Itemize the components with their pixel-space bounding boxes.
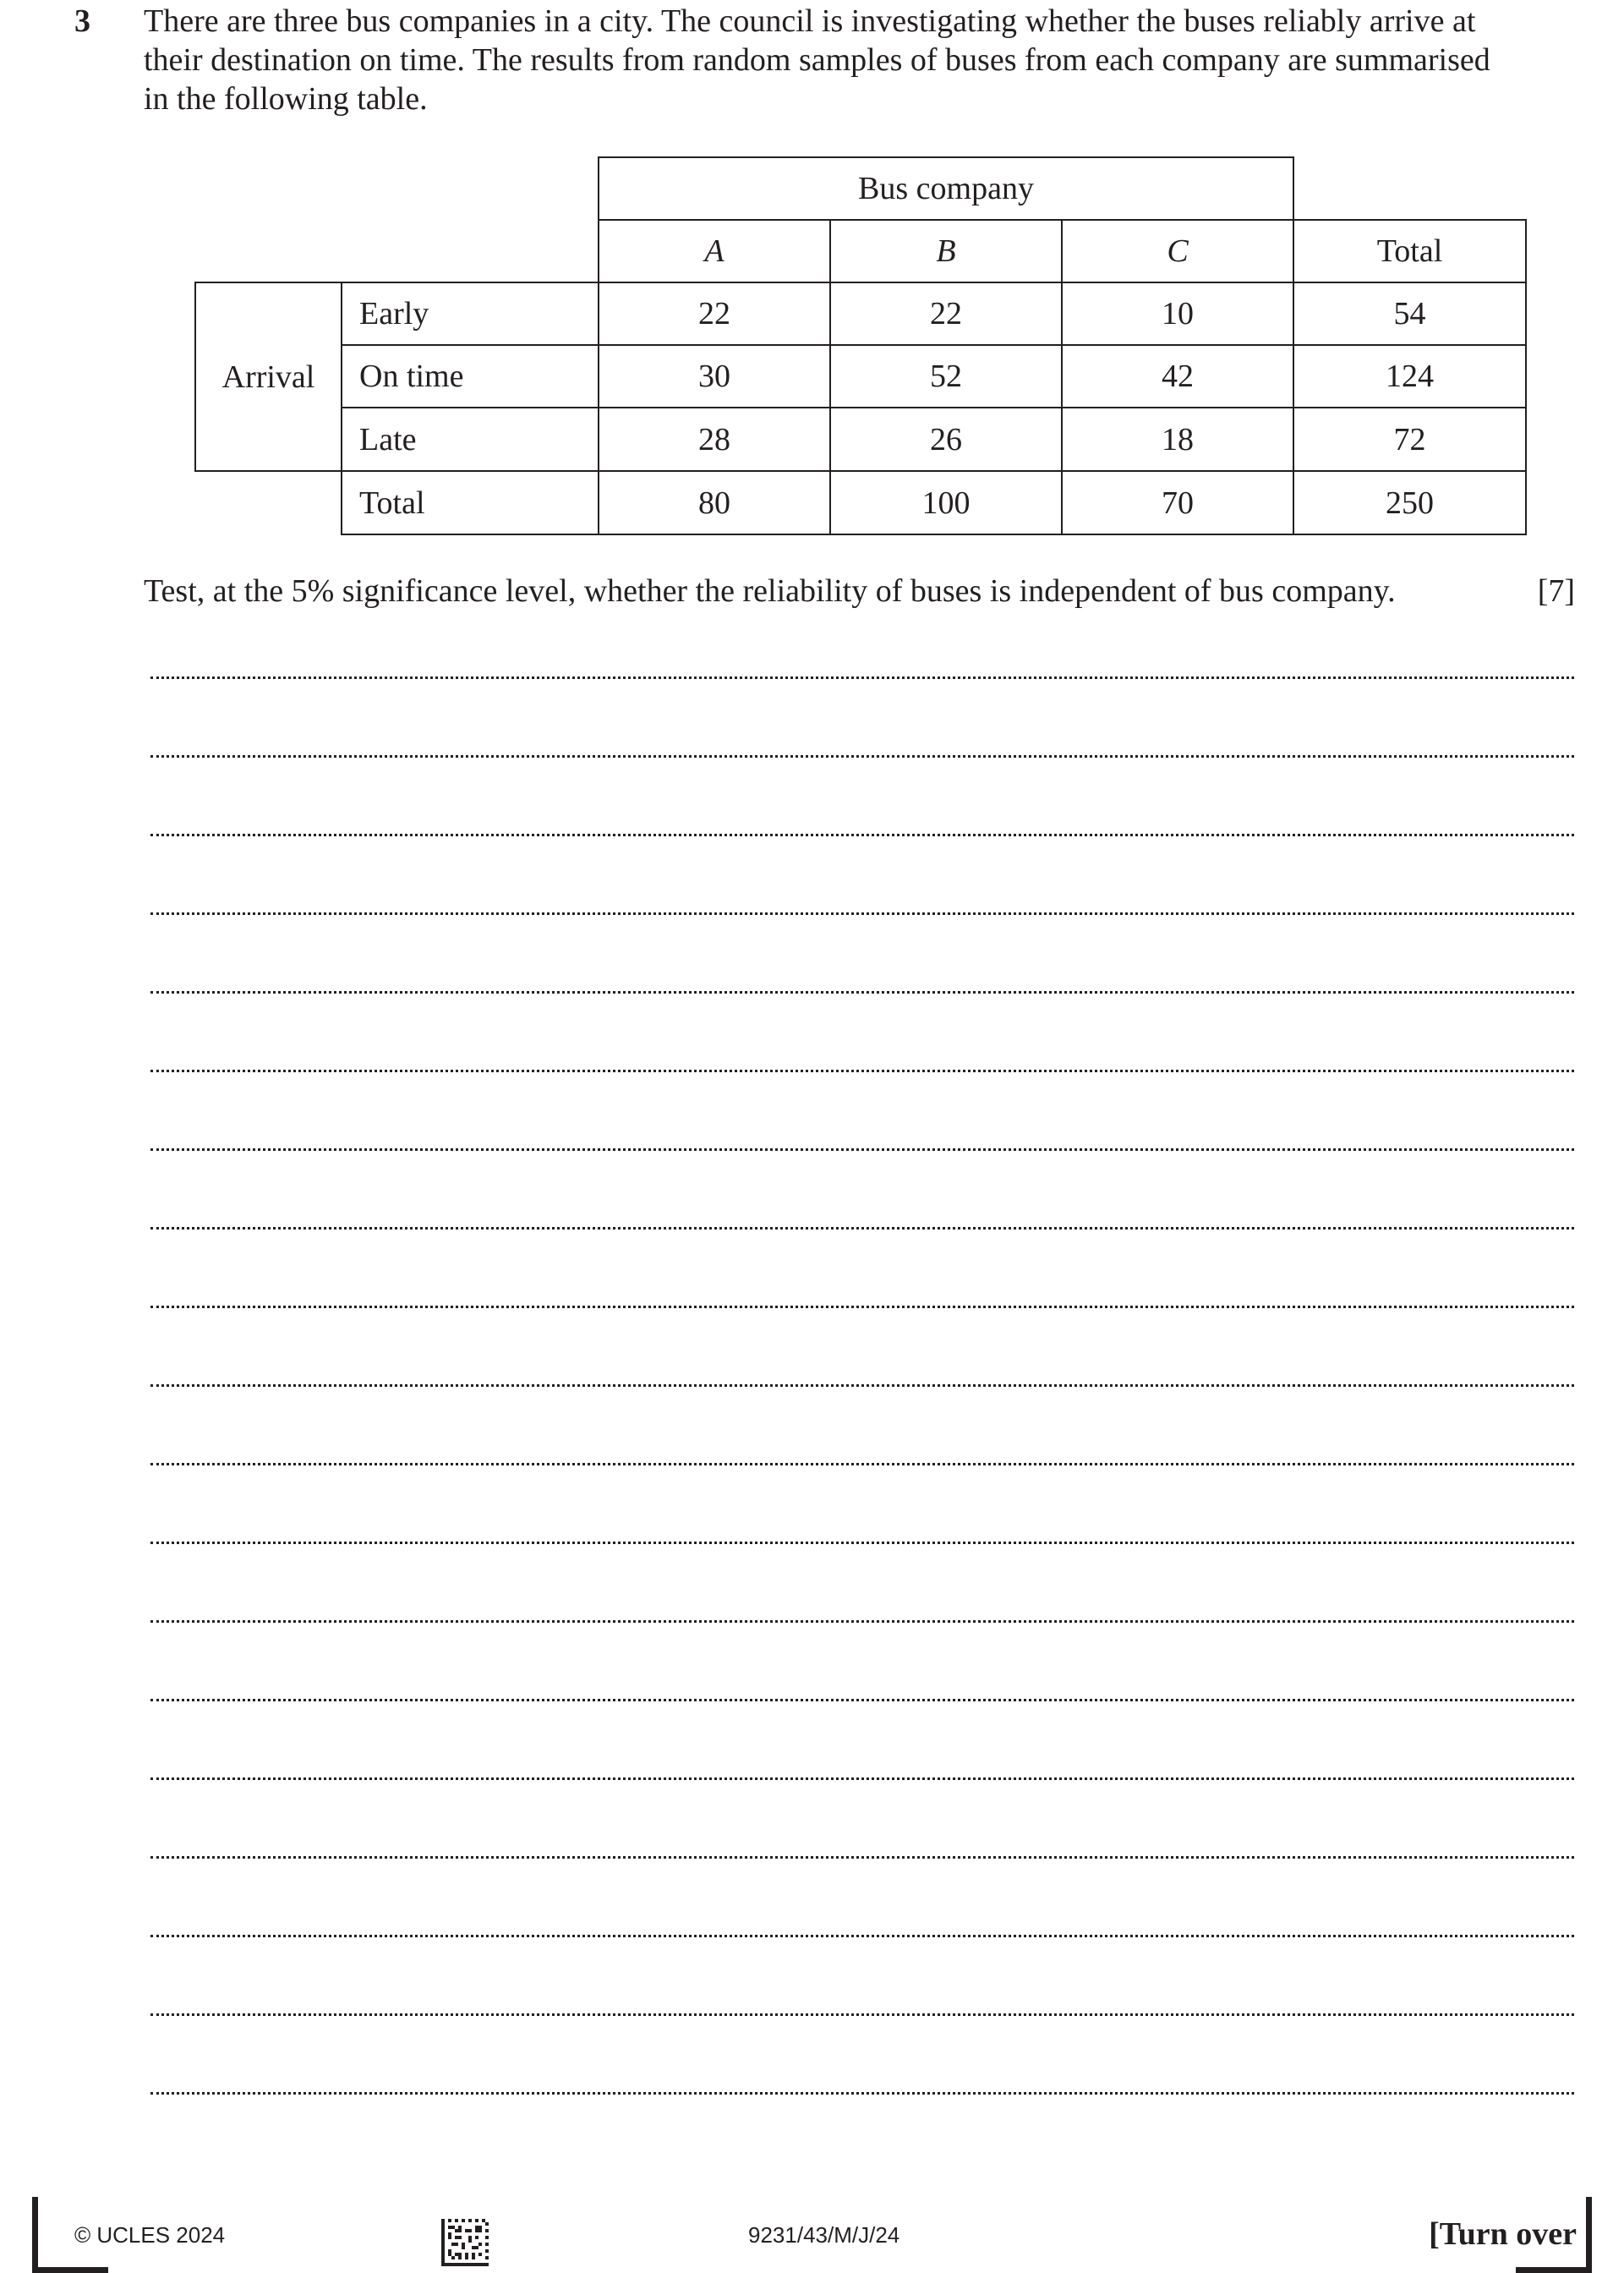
row-group-label: Arrival: [194, 282, 342, 472]
row-label-late: Late: [341, 407, 599, 472]
marks-allocation: [7]: [1537, 573, 1575, 609]
table-cell: 250: [1293, 470, 1527, 535]
question-prompt: Test, at the 5% significance level, whether the reliability of buses is independent of bus company.: [144, 573, 1396, 609]
corner-mark-right: [1586, 2197, 1592, 2273]
answer-line[interactable]: [150, 1699, 1574, 1701]
row-label-early: Early: [341, 282, 599, 346]
table-cell: 26: [829, 407, 1063, 472]
table-cell: 42: [1061, 344, 1294, 408]
table-cell: 80: [598, 470, 831, 535]
paper-code: 9231/43/M/J/24: [748, 2222, 900, 2248]
copyright: © UCLES 2024: [74, 2222, 226, 2248]
answer-line[interactable]: [150, 1856, 1574, 1859]
turn-over: [Turn over: [1429, 2216, 1577, 2252]
table-cell: 124: [1293, 344, 1527, 408]
corner-mark-left: [32, 2267, 108, 2273]
barcode-icon: [441, 2219, 489, 2266]
group-header: Bus company: [598, 156, 1294, 221]
table-cell: 22: [829, 282, 1063, 346]
answer-line[interactable]: [150, 1148, 1574, 1151]
table-cell: 54: [1293, 282, 1527, 346]
question-intro: [144, 2, 1581, 118]
column-header-total: Total: [1293, 219, 1527, 283]
answer-line[interactable]: [150, 991, 1574, 994]
corner-mark-right: [1516, 2267, 1592, 2273]
corner-mark-left: [32, 2197, 38, 2273]
answer-line[interactable]: [150, 1070, 1574, 1072]
intro-line: There are three bus companies in a city. The council is investigating whether the buses reliably arrive at: [144, 3, 1476, 39]
table-cell: 22: [598, 282, 831, 346]
row-label-total: Total: [341, 470, 599, 535]
answer-line[interactable]: [150, 1777, 1574, 1780]
column-header-c: C: [1061, 219, 1294, 283]
answer-line[interactable]: [150, 1935, 1574, 1937]
table-cell: 18: [1061, 407, 1294, 472]
answer-line[interactable]: [150, 2013, 1574, 2016]
table-cell: 10: [1061, 282, 1294, 346]
answer-line[interactable]: [150, 755, 1574, 758]
table-cell: 70: [1061, 470, 1294, 535]
answer-line[interactable]: [150, 1463, 1574, 1465]
question-number: 3: [74, 3, 90, 39]
table-cell: 100: [829, 470, 1063, 535]
column-header-a: A: [598, 219, 831, 283]
table-cell: 52: [829, 344, 1063, 408]
intro-line: their destination on time. The results from random samples of buses from each company are summarised: [144, 42, 1490, 78]
answer-line[interactable]: [150, 1227, 1574, 1230]
table-cell: 30: [598, 344, 831, 408]
intro-line: in the following table.: [144, 81, 428, 117]
answer-line[interactable]: [150, 1306, 1574, 1308]
column-header-b: B: [829, 219, 1063, 283]
answer-line[interactable]: [150, 834, 1574, 836]
answer-line[interactable]: [150, 1384, 1574, 1387]
answer-line[interactable]: [150, 1620, 1574, 1623]
answer-line[interactable]: [150, 676, 1574, 679]
answer-line[interactable]: [150, 1542, 1574, 1544]
answer-line[interactable]: [150, 912, 1574, 915]
row-label-on-time: On time: [341, 344, 599, 408]
table-cell: 28: [598, 407, 831, 472]
answer-line[interactable]: [150, 2092, 1574, 2095]
table-cell: 72: [1293, 407, 1527, 472]
